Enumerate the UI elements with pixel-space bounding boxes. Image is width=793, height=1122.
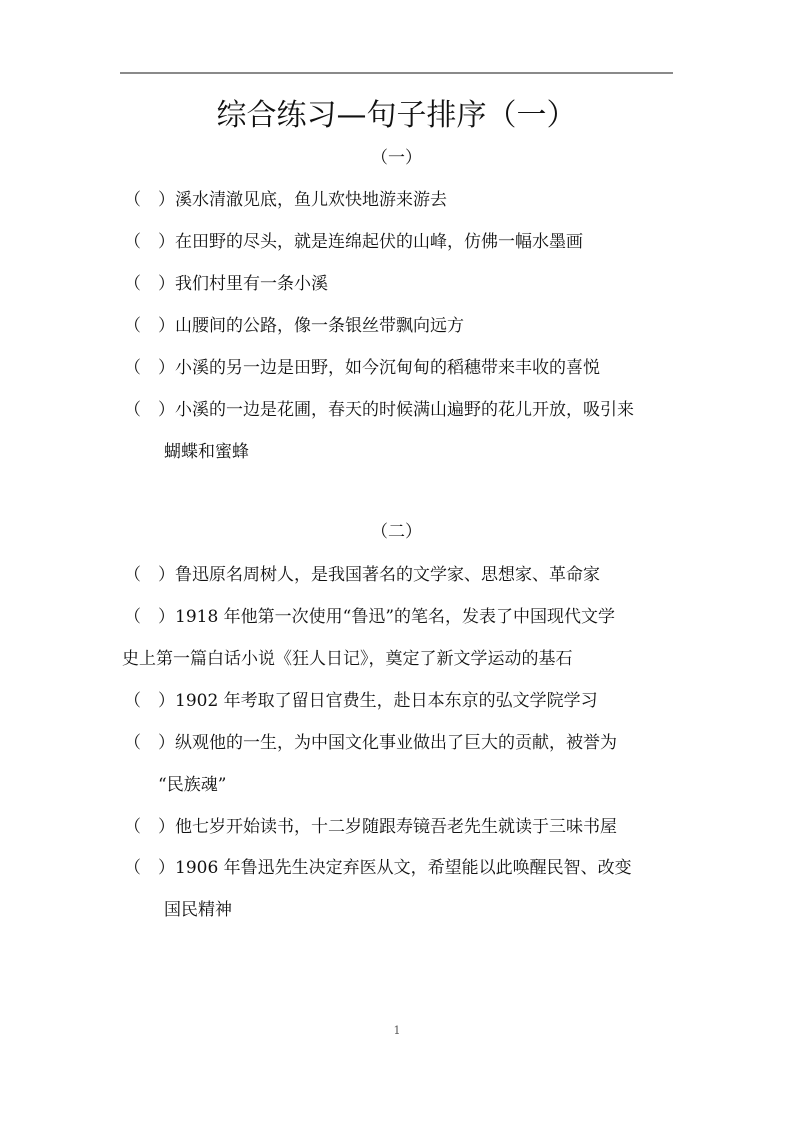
sentence-text: 1906 年鲁迅先生决定弃医从文，希望能以此唤醒民智、改变	[175, 858, 632, 878]
section-heading-2: （二）	[371, 522, 422, 542]
sentence-text: 纵观他的一生，为中国文化事业做出了巨大的贡献，被誉为	[175, 733, 617, 753]
sentence-item	[124, 563, 684, 587]
answer-blank[interactable]: （ ）	[124, 316, 175, 336]
answer-blank[interactable]: （ ）	[124, 565, 175, 585]
sentence-text: 小溪的一边是花圃，春天的时候满山遍野的花儿开放，吸引来	[175, 400, 634, 420]
sentence-text: 1902 年考取了留日官费生，赴日本东京的弘文学院学习	[175, 691, 598, 711]
sentence-continuation: 国民精神	[164, 900, 232, 920]
sentence-text: 山腰间的公路，像一条银丝带飘向远方	[175, 316, 464, 336]
sentence-item	[124, 230, 684, 254]
answer-blank[interactable]: （ ）	[124, 817, 175, 837]
answer-blank[interactable]: （ ）	[124, 607, 175, 627]
sentence-item	[124, 314, 684, 338]
document-title: 综合练习—句子排序（一）	[216, 98, 577, 133]
page-number: 1	[393, 1024, 401, 1037]
sentence-item	[124, 356, 684, 380]
section-heading-1: （一）	[371, 148, 422, 168]
answer-blank[interactable]: （ ）	[124, 358, 175, 378]
sentence-item	[124, 188, 684, 212]
answer-blank[interactable]: （ ）	[124, 190, 175, 210]
sentence-item	[124, 689, 684, 713]
sentence-item	[124, 731, 684, 755]
sentence-item	[124, 605, 684, 629]
sentence-continuation: “民族魂”	[158, 775, 227, 795]
sentence-continuation: 史上第一篇白话小说《狂人日记》，奠定了新文学运动的基石	[122, 649, 573, 669]
sentence-item	[124, 815, 684, 839]
sentence-text: 在田野的尽头，就是连绵起伏的山峰，仿佛一幅水墨画	[175, 232, 583, 252]
header-rule	[120, 72, 673, 74]
answer-blank[interactable]: （ ）	[124, 274, 175, 294]
sentence-item	[124, 398, 684, 422]
answer-blank[interactable]: （ ）	[124, 232, 175, 252]
sentence-text: 溪水清澈见底，鱼儿欢快地游来游去	[175, 190, 447, 210]
answer-blank[interactable]: （ ）	[124, 733, 175, 753]
sentence-item	[124, 272, 684, 296]
sentence-text: 他七岁开始读书，十二岁随跟寿镜吾老先生就读于三味书屋	[175, 817, 617, 837]
sentence-continuation: 蝴蝶和蜜蜂	[164, 442, 249, 462]
sentence-text: 鲁迅原名周树人，是我国著名的文学家、思想家、革命家	[175, 565, 600, 585]
sentence-text: 我们村里有一条小溪	[175, 274, 328, 294]
sentence-text: 1918 年他第一次使用“鲁迅”的笔名，发表了中国现代文学	[175, 607, 616, 627]
answer-blank[interactable]: （ ）	[124, 691, 175, 711]
sentence-item	[124, 856, 684, 880]
sentence-text: 小溪的另一边是田野，如今沉甸甸的稻穗带来丰收的喜悦	[175, 358, 600, 378]
answer-blank[interactable]: （ ）	[124, 400, 175, 420]
answer-blank[interactable]: （ ）	[124, 858, 175, 878]
